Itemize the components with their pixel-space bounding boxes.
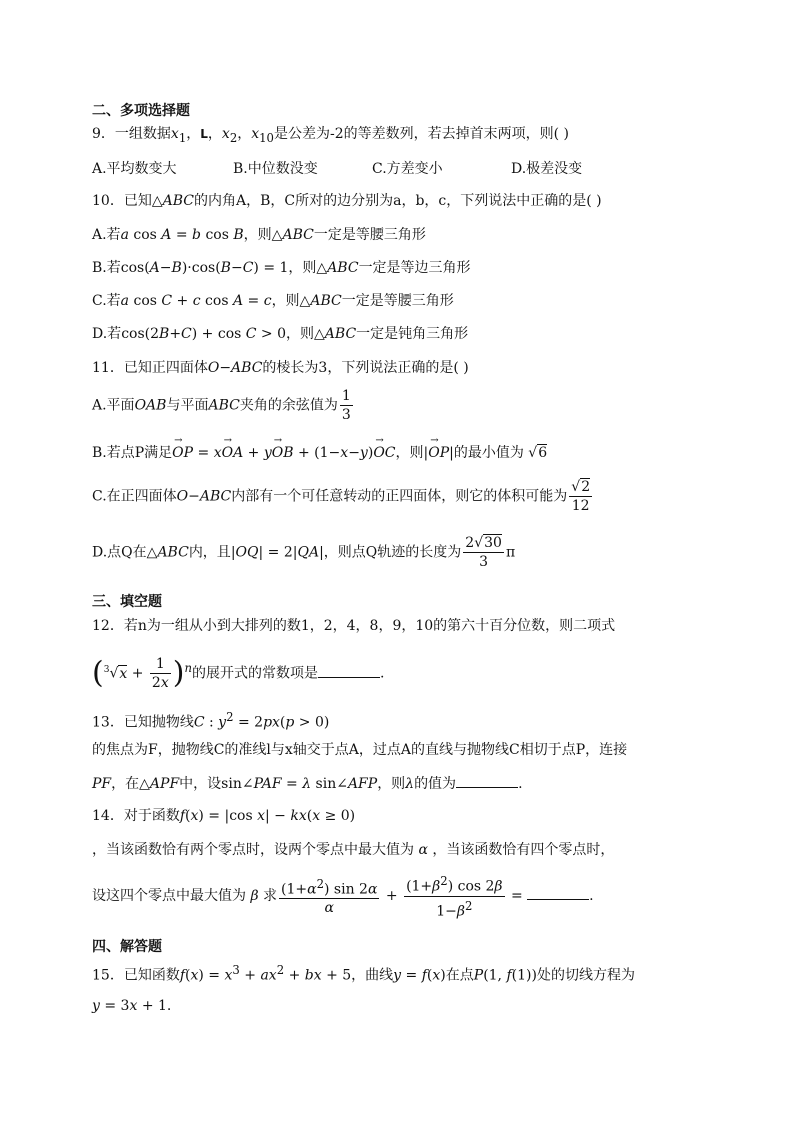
q11-option-c: C.在正四面体O−ABC内部有一个可任意转动的正四面体，则它的体积可能为 $\frac{√2}{12}$ <box>92 479 591 514</box>
q11-option-a: A.平面OAB与平面ABC夹角的余弦值为 $\frac{1}{3}$ <box>92 388 351 423</box>
question-10-stem: 10．已知△ABC的内角A，B，C所对的边分别为a，b，c，下列说法中正确的是( ) <box>92 193 602 209</box>
q10-option-a: A.若a cos A = b cos B，则△ABC一定是等腰三角形 <box>92 227 426 243</box>
answer-blank-13[interactable] <box>456 773 518 788</box>
q9-option-c: C.方差变小 <box>372 161 443 177</box>
q9-option-d: D.极差没变 <box>511 161 583 177</box>
fraction-sqrt2-over-12: $\frac{√2}{12}$ <box>571 479 591 514</box>
question-12-line1: 12．若n为一组从小到大排列的数1，2，4，8，9，10的第六十百分位数，则二项式 <box>92 618 616 634</box>
q10-option-c: C.若a cos C + c cos A = c，则△ABC一定是等腰三角形 <box>92 293 454 309</box>
section-title-solve: 四、解答题 <box>92 939 162 955</box>
answer-blank-14[interactable] <box>527 885 589 900</box>
question-12-line2: ($^3$√x + $\frac{1}{2x}$ )$^n$的展开式的常数项是 . <box>92 655 385 692</box>
question-13-line1: 13．已知抛物线C : $y^2 = 2px(p > 0)$ <box>92 710 330 731</box>
q9-option-a: A.平均数变大 <box>92 161 177 177</box>
q10-option-d: D.若cos(2B+C) + cos C > 0，则△ABC一定是钝角三角形 <box>92 326 469 342</box>
question-13-line2: 的焦点为F，抛物线C的准线l与x轴交于点A，过点A的直线与抛物线C相切于点P，连接 <box>92 742 628 758</box>
answer-blank-12[interactable] <box>318 663 380 678</box>
section-title-multiple-choice: 二、多项选择题 <box>92 103 190 119</box>
q11-option-d: D.点Q在△ABC内，且|OQ| = 2|QA|，则点Q轨迹的长度为 $\frac{2√30}{3}$ π <box>92 535 516 570</box>
fraction-2sqrt30-over-3: $\frac{2√30}{3}$ <box>465 535 502 570</box>
question-14-line3: 设这四个零点中最大值为 β 求 $\frac{(1+\alpha^2) \sin 2\alpha}{\alpha}$ + $\frac{(1+\beta^2) \cos 2\beta}{1-\beta^2}$ = . <box>92 874 594 920</box>
q11-option-b: B.若点P满足→ OP = x→ OA + y→ OB + (1−x−y)→ OC，则|→ OP|的最小值为 √6 <box>92 443 547 463</box>
section-title-fill-blank: 三、填空题 <box>92 594 162 610</box>
question-15-line2: y = 3x + 1. <box>92 998 172 1014</box>
question-14-line1: 14．对于函数f(x) = |cos x| − kx(x ≥ 0) <box>92 808 356 824</box>
question-11-stem: 11．已知正四面体O−ABC的棱长为3，下列说法正确的是( ) <box>92 360 469 376</box>
q10-option-b: B.若cos(A−B)·cos(B−C) = 1，则△ABC一定是等边三角形 <box>92 260 471 276</box>
question-13-line3: PF，在△APF中，设sin∠PAF = λ sin∠AFP，则λ的值为 . <box>92 773 523 794</box>
question-9-stem: 9．一组数据$x_1$，L，$x_2$，$x_{10}$是公差为-2的等差数列，若去掉首末两项，则( ) <box>92 126 569 145</box>
q9-option-b: B.中位数没变 <box>233 161 318 177</box>
fraction-one-third: $\frac{1}{3}$ <box>341 388 351 423</box>
question-14-line2: ，当该函数恰有两个零点时，设两个零点中最大值为 α ，当该函数恰有四个零点时， <box>92 842 615 858</box>
question-15-line1: 15．已知函数$f(x) = x^3 + ax^2$ + bx + 5，曲线y = f(x)在点P(1, f(1))处的切线方程为 <box>92 963 635 984</box>
